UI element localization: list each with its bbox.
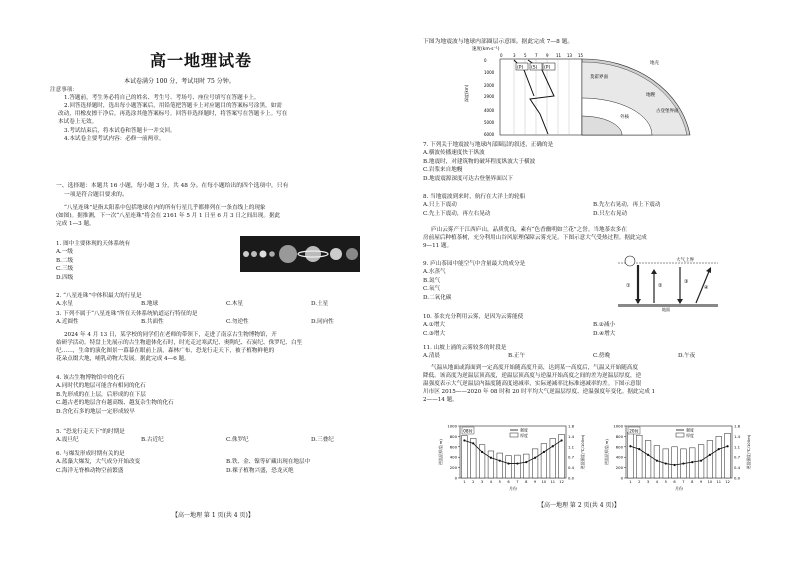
option-d[interactable]: D.只左右晃动	[593, 210, 628, 217]
section-1-header	[56, 182, 390, 199]
speed-tick: 3	[513, 53, 516, 58]
x-tick-label: 2	[472, 480, 475, 484]
option-c[interactable]: C.木星	[226, 301, 244, 308]
layer-label: 莫霍界面	[590, 75, 608, 80]
footer-right: 【高一地理 第 2 页(共 4 页)】	[538, 502, 620, 509]
chart-title: 08时	[463, 428, 473, 434]
diagram-label: ①	[626, 283, 631, 289]
intensity-point	[552, 445, 554, 447]
diagram-label: 地面	[662, 307, 670, 312]
passage-line: 2——14 题。	[423, 397, 458, 404]
notes-head: 注意事项：	[50, 87, 78, 93]
depth-tick: 5000	[484, 120, 495, 125]
option-a[interactable]: A.一级	[56, 249, 74, 256]
y2-tick-label: 1.1	[734, 444, 741, 450]
option-a[interactable]: A.蓝藻大爆发，大气成分开始改变	[56, 459, 141, 466]
option-a[interactable]: A.清晨	[423, 353, 441, 360]
passage-line: 2024 年 4 月 13 日，某学校的同学们在老师的带领下，走进了南京古生物博物馆，开	[64, 332, 277, 338]
option-d[interactable]: D.土星	[311, 301, 329, 308]
speed-axis-label: 速度(km·s⁻¹)	[472, 47, 500, 52]
question-stem: 10. 茶农充分利用云雾，是因为云雾能使	[423, 314, 524, 320]
passage-line: 气温从地面或海面到一定高度开始随高度升高，达到某一高度后，气温又开始随高度	[431, 365, 638, 371]
option-a[interactable]: A.①增大	[423, 322, 446, 329]
y2-tick-label: 1.1	[568, 444, 575, 450]
speed-tick: 9	[546, 53, 549, 58]
bar-thickness	[636, 435, 642, 478]
y2-tick-label: 0.7	[568, 454, 575, 460]
intensity-point	[629, 445, 631, 447]
option-b[interactable]: B.正午	[508, 353, 526, 360]
option-c[interactable]: C.越古老的地层含有越高级、越复杂生物的化石	[56, 400, 174, 407]
intensity-point	[682, 462, 684, 464]
y2-axis-label: 逆温强度(℃/100m)	[746, 434, 751, 470]
intensity-point	[700, 460, 702, 462]
x-tick-label: 8	[525, 480, 528, 484]
x-tick-label: 12	[725, 480, 730, 484]
speed-tick: 15	[578, 53, 584, 58]
intensity-point	[507, 462, 509, 464]
note-line: 改动，用橡皮擦干净后，再选涂其他答案标号。回答非选择题时，将答案写在答题卡上。写在	[58, 111, 288, 118]
x-axis-label: 月份	[675, 486, 683, 491]
option-c[interactable]: C.氧气	[423, 286, 441, 293]
intensity-point	[718, 448, 720, 450]
y-tick-label: 600	[449, 444, 457, 450]
x-tick-label: 3	[646, 480, 650, 484]
option-b[interactable]: B.氮气	[423, 277, 441, 284]
passage-line: 川市区 2015——2020 年 08 时和 20 时平均大气逆温层厚度、逆温强度年变化。据此完成 1	[423, 389, 656, 396]
x-tick-label: 10	[707, 480, 713, 484]
intensity-point	[463, 439, 465, 441]
y2-tick-label: 0.4	[734, 465, 741, 471]
layer-label: 地幔	[646, 93, 655, 98]
option-b[interactable]: B.先左右晃动，再上下震动	[593, 202, 661, 209]
question-stem: 3. 下列不属于“八星连珠”所在天体系统轨道运行特征的是	[56, 311, 198, 317]
x-tick-label: 4	[655, 480, 659, 484]
bar-thickness	[628, 432, 634, 478]
bar-thickness	[550, 438, 556, 478]
section-1-line: 一、选择题：本题共 16 小题，每小题 3 分，共 48 分。在每小题给出的四个选项中，只有	[56, 183, 289, 189]
passage-1	[56, 204, 390, 228]
bar-thickness	[497, 453, 503, 478]
note-line: 本试卷上无效。	[58, 119, 98, 126]
speed-tick: 0	[500, 53, 503, 58]
y-tick-label: 1000	[613, 423, 623, 429]
x-tick-label: 5	[664, 480, 667, 484]
option-d[interactable]: D.④增大	[593, 330, 616, 337]
y2-tick-label: 1.8	[568, 423, 575, 429]
option-c[interactable]: C.勿逆性	[226, 319, 249, 326]
exam-title: 高一地理试卷	[150, 51, 253, 70]
bar-thickness	[725, 433, 731, 478]
question-stem: 2. “八星连珠”中体积最大的行星是	[56, 293, 142, 299]
atmosphere-heating-diagram	[618, 253, 718, 311]
diagram-label: ②	[658, 283, 663, 289]
question-1	[56, 240, 130, 282]
option-d[interactable]: D.裸子植物兴盛，恐龙灭绝	[226, 467, 294, 474]
intensity-point	[647, 454, 649, 456]
y2-tick-label: 0.7	[734, 454, 741, 460]
x-tick-label: 6	[507, 480, 510, 484]
depth-tick: 6000	[484, 132, 495, 137]
option-b[interactable]: B.②减小	[593, 322, 616, 329]
option-a[interactable]: A.近圆性	[56, 319, 79, 326]
question-5	[56, 428, 390, 445]
speed-tick: 13	[567, 53, 573, 58]
passage-2	[56, 331, 390, 363]
question-7	[423, 141, 553, 183]
question-2	[56, 292, 390, 309]
bar-thickness	[541, 444, 547, 478]
legend-swatch-bar	[676, 433, 684, 437]
exam-meta: 本试卷满分 100 分，考试用时 75 分钟。	[124, 78, 235, 85]
wave-label: (P)	[544, 65, 551, 71]
note-line: 4.本试卷主要考试内容：必修一前两章。	[64, 135, 165, 142]
question-8	[423, 193, 763, 218]
y-tick-label: 200	[449, 465, 457, 471]
x-tick-label: 1	[629, 480, 632, 484]
y-axis-label: 逆温层厚度(m)	[604, 439, 609, 465]
depth-tick: 2900	[484, 94, 495, 99]
x-tick-label: 9	[699, 480, 703, 484]
notes	[50, 86, 390, 143]
passage-line: 庐山云雾产于江西庐山，品质优良，素有“色香幽明如兰花”之誉。当地茶农多在	[431, 227, 627, 233]
bar-thickness	[654, 446, 660, 478]
option-d[interactable]: D.地震震源深度可达古登堡界面以下	[423, 175, 513, 182]
option-b[interactable]: B.地震时，对建筑物的破坏程度纵波大于横波	[423, 158, 536, 165]
intensity-point	[490, 457, 492, 459]
y-axis-label: 逆温层厚度(m)	[438, 439, 443, 465]
intensity-point	[472, 442, 474, 444]
depth-tick: 0	[484, 58, 487, 63]
question-stem: 6. 与爆发形成时期有关的是	[56, 451, 125, 457]
diagram-label: ④	[704, 285, 709, 291]
intensity-point	[673, 464, 675, 466]
inversion-chart-20h	[604, 420, 754, 492]
option-b[interactable]: B.先形成的在上层，后形成的在下层	[56, 391, 146, 398]
x-tick-label: 9	[533, 480, 537, 484]
y2-axis-label: 逆温强度(℃/100m)	[580, 434, 585, 470]
y-tick-label: 600	[615, 444, 623, 450]
option-d[interactable]: D.三叠纪	[311, 437, 334, 444]
intensity-point	[726, 445, 728, 447]
intensity-line	[630, 446, 727, 465]
depth-tick: 4000	[484, 108, 495, 113]
option-a[interactable]: A.水蒸气	[423, 269, 446, 276]
option-a[interactable]: A.只上下震动	[423, 202, 457, 209]
option-c[interactable]: C.岩浆来自地幔	[423, 167, 463, 174]
option-a[interactable]: A.震旦纪	[56, 437, 79, 444]
legend-swatch-bar	[510, 433, 518, 437]
y-tick-label: 1000	[447, 423, 457, 429]
option-c[interactable]: C.三级	[56, 266, 74, 273]
option-b[interactable]: B.共面性	[141, 319, 164, 326]
option-d[interactable]: D.含化石多的地层一定形成较早	[56, 408, 135, 415]
note-line: 2.回答选择题时，选出每小题答案后，用铅笔把答题卡上对应题目的答案标号涂黑。如需	[64, 103, 282, 110]
intensity-point	[656, 460, 658, 462]
y-tick-label: 800	[449, 433, 457, 439]
x-tick-label: 7	[516, 480, 519, 484]
depth-ticks	[484, 58, 495, 137]
bar-thickness	[707, 441, 713, 478]
passage-line: 降低。该高度为逆温层顶高度，逆温层顶高度与逆温开始高度之间的差为逆温层厚度，逆	[423, 373, 642, 380]
question-4	[56, 374, 174, 416]
passage-line: 花朵点缀大地，哺乳动物大发展。据此完成 4—6 题。	[56, 356, 190, 363]
seismic-diagram	[464, 44, 710, 140]
bar-thickness	[672, 447, 678, 478]
intensity-point	[543, 451, 545, 453]
legend-label: 强度	[686, 427, 694, 433]
question-stem: 5. “恐龙行走天下”的时期是	[56, 429, 125, 435]
option-a[interactable]: A.水星	[56, 301, 74, 308]
question-stem: 7. 下列关于地震波与地球内部圈层的叙述，正确的是	[423, 142, 554, 148]
y-tick-label: 400	[449, 454, 457, 460]
layer-label: 地壳	[650, 61, 659, 66]
intensity-point	[516, 462, 518, 464]
question-6	[56, 450, 390, 475]
question-3	[56, 310, 390, 327]
passage-3	[423, 226, 763, 250]
wave-label: (P)	[517, 65, 524, 71]
x-tick-label: 6	[673, 480, 676, 484]
x-tick-label: 1	[463, 480, 466, 484]
bar-thickness	[645, 441, 651, 478]
x-tick-label: 8	[691, 480, 694, 484]
sun-icon	[625, 256, 635, 266]
diagram-label: 大气上界	[676, 258, 694, 263]
y-tick-label: 400	[615, 454, 623, 460]
note-line: 3.考试结束后，将本试卷和答题卡一并交回。	[64, 127, 176, 134]
option-c[interactable]: C.先上下震动，再左右晃动	[423, 210, 491, 217]
planet-alignment-image	[240, 236, 360, 272]
passage-line: (如图)。据推测，下一次“八星连珠”将会在 2161 年 5 月 1 日至 6 月 3 日之间出现。据此	[56, 213, 281, 220]
section-1-line: 一项是符合题目要求的。	[64, 191, 128, 198]
option-c[interactable]: C.傍晚	[593, 353, 611, 360]
passage-line: 纪……，生命的演化图景一幕幕在眼前上演，森林广布，恐龙行走天下，被子植物鲜艳的	[56, 348, 275, 355]
option-a[interactable]: A.横波传播速度快于纵波	[423, 150, 485, 157]
x-tick-label: 3	[480, 480, 484, 484]
chart-title: 20时	[629, 428, 639, 434]
x-tick-label: 5	[498, 480, 501, 484]
intensity-point	[499, 460, 501, 462]
x-tick-label: 11	[716, 480, 722, 484]
passage-line: 温强度表示大气逆温层内温度随高度递减率，实际递减率比标准递减率的差。下图示意银	[423, 381, 642, 388]
depth-tick: 2000	[484, 83, 495, 88]
intensity-point	[534, 457, 536, 459]
passage-line: 完成 1—3 题。	[56, 221, 95, 228]
x-tick-label: 4	[489, 480, 493, 484]
y-tick-label: 0	[454, 475, 457, 481]
option-d[interactable]: D.同向性	[311, 319, 334, 326]
passage-4	[423, 364, 763, 405]
x-tick-label: 11	[550, 480, 556, 484]
option-b[interactable]: B.古近纪	[141, 437, 164, 444]
bar-thickness	[532, 449, 538, 478]
y-tick-label: 0	[620, 475, 623, 481]
legend-label: 厚度	[686, 433, 694, 438]
question-stem: 11. 山坡上涌的云雾较多的时段是	[423, 345, 507, 351]
bar-thickness	[523, 454, 529, 478]
option-c[interactable]: C.③增大	[423, 330, 446, 337]
depth-axis-label: 深度(km)	[464, 84, 469, 102]
y2-tick-label: 0.0	[734, 475, 741, 481]
speed-tick: 5	[524, 53, 527, 58]
inversion-chart-08h	[438, 420, 588, 492]
legend-label: 厚度	[520, 433, 528, 438]
question-stem: 4. 该古生物博物馆中的化石	[56, 375, 125, 381]
option-c[interactable]: C.侏罗纪	[226, 437, 249, 444]
question-stem: 9. 庐山茶园中能空气中含量最大的成分是	[423, 261, 526, 267]
legend-label: 强度	[520, 427, 528, 433]
option-c[interactable]: C.海洋无脊椎动物空前繁盛	[56, 467, 124, 474]
intensity-point	[481, 451, 483, 453]
intensity-point	[709, 454, 711, 456]
y2-tick-label: 1.8	[734, 423, 741, 429]
question-9	[423, 260, 525, 302]
x-tick-label: 2	[638, 480, 641, 484]
bar-thickness	[488, 451, 494, 478]
passage-line: 房前屋后种植茶树，充分利用山谷风原理保障云雾充足。下图示意大气受热过程。据此完成	[423, 235, 647, 242]
option-d[interactable]: D.二氧化碳	[423, 294, 452, 301]
y2-tick-label: 0.4	[568, 465, 575, 471]
question-stem: 8. 当地震波到来时，航行在大洋上的轮船	[423, 194, 526, 200]
footer-left: 【高一地理 第 1 页(共 4 页)】	[172, 512, 254, 519]
passage-line: “八星连珠”是指太阳系中包括地球在内的所有行星几乎都排列在一条直线上的现象	[64, 205, 266, 211]
wave-label: (S)	[531, 65, 538, 71]
x-tick-label: 7	[682, 480, 685, 484]
passage-line: 9—11 题。	[423, 243, 453, 250]
question-10	[423, 313, 763, 338]
speed-ticks	[500, 53, 584, 58]
x-tick-label: 12	[559, 480, 564, 484]
bar-thickness	[716, 436, 722, 478]
y2-tick-label: 1.4	[568, 433, 575, 439]
option-b[interactable]: B.地球	[141, 301, 159, 308]
diagram-label: ③	[684, 279, 689, 285]
bar-thickness	[506, 456, 512, 478]
passage-line: 始研学活动。特盘上先展示的古生物遗体化石时，时光走过寒武纪、奥陶纪、石炭纪、侏罗纪、白垩	[56, 340, 303, 347]
depth-tick: 1000	[484, 70, 495, 75]
option-b[interactable]: B.二级	[56, 257, 74, 264]
question-stem: 1. 图中主要体现的天体系统有	[56, 241, 131, 247]
bar-thickness	[515, 455, 521, 478]
option-d[interactable]: D.四级	[56, 274, 74, 281]
y2-tick-label: 0.0	[568, 475, 575, 481]
option-a[interactable]: A.同时代的地层可能含有相同的化石	[56, 383, 146, 390]
intensity-point	[638, 448, 640, 450]
intro-seismic: 下图为地震波与地球内部圈层示意图。据此完成 7—8 题。	[423, 39, 574, 45]
speed-tick: 7	[535, 53, 538, 58]
intensity-point	[691, 461, 693, 463]
y-tick-label: 800	[615, 433, 623, 439]
question-11	[423, 344, 763, 361]
option-d[interactable]: D.午夜	[678, 353, 696, 360]
intensity-point	[525, 461, 527, 463]
intensity-line	[464, 440, 561, 463]
bar-thickness	[462, 435, 468, 478]
y2-tick-label: 1.4	[734, 433, 741, 439]
x-axis-label: 月份	[509, 486, 517, 491]
intensity-point	[560, 439, 562, 441]
p-wave-curve	[528, 60, 554, 134]
x-tick-label: 10	[541, 480, 547, 484]
speed-tick: 11	[556, 53, 562, 58]
intensity-point	[665, 462, 667, 464]
y-tick-label: 200	[615, 465, 623, 471]
option-b[interactable]: B.铁、金、镍等矿藏出现在地层中	[226, 459, 311, 466]
layer-label: 外核	[620, 115, 629, 120]
layer-label: 古登堡界面	[656, 109, 679, 114]
note-line: 1.答题前，考生务必将自己的姓名、考生号、考场号、座位号填写在答题卡上。	[64, 95, 260, 102]
